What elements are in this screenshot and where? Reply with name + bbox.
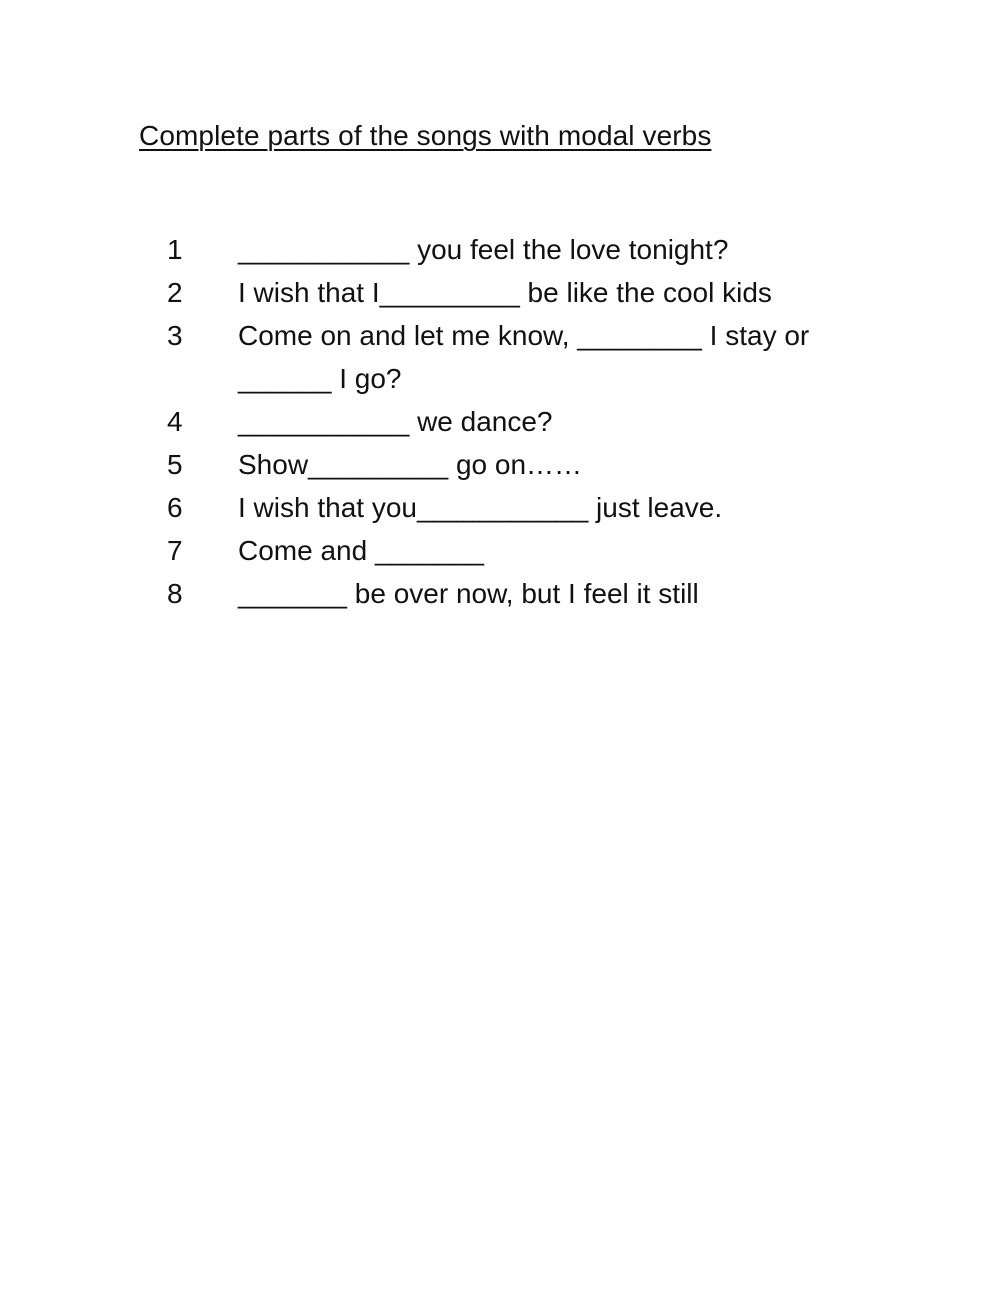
- exercise-item: [0, 572, 1000, 615]
- exercise-item: [0, 271, 1000, 314]
- exercise-item: [0, 400, 1000, 443]
- exercise-item: [0, 314, 1000, 400]
- item-text: ___________ you feel the love tonight?: [238, 234, 729, 265]
- exercise-item: [0, 228, 1000, 271]
- item-text: Come and _______: [238, 535, 484, 566]
- item-text: I wish that I_________ be like the cool kids: [238, 277, 772, 308]
- item-number: 4: [167, 406, 183, 437]
- exercise-list: [0, 228, 1000, 615]
- exercise-item: [0, 486, 1000, 529]
- item-number: 7: [167, 535, 183, 566]
- item-text: _______ be over now, but I feel it still: [238, 578, 699, 609]
- exercise-item: [0, 529, 1000, 572]
- worksheet-title: Complete parts of the songs with modal verbs: [139, 120, 712, 151]
- item-text: ___________ we dance?: [238, 406, 553, 437]
- item-number: 3: [167, 320, 183, 351]
- item-text: Show_________ go on……: [238, 449, 583, 480]
- item-number: 2: [167, 277, 183, 308]
- item-number: 6: [167, 492, 183, 523]
- item-text: I wish that you___________ just leave.: [238, 492, 723, 523]
- exercise-item: [0, 443, 1000, 486]
- item-number: 1: [167, 234, 183, 265]
- item-text: Come on and let me know, ________ I stay or ______ I go?: [238, 320, 810, 394]
- item-number: 8: [167, 578, 183, 609]
- item-number: 5: [167, 449, 183, 480]
